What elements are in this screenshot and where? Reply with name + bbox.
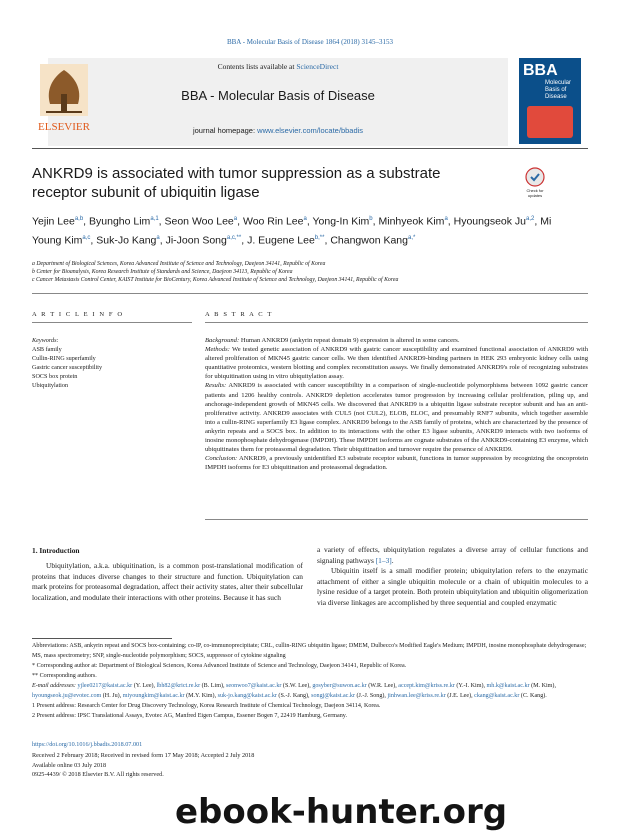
author-name: Mi Young Kim xyxy=(32,215,552,246)
copyright: 0925-4439/ © 2018 Elsevier B.V. All rights reserved. xyxy=(32,771,164,779)
article-info-heading: A R T I C L E I N F O xyxy=(32,311,124,318)
email-link[interactable]: songj@kaist.ac.kr xyxy=(311,693,355,699)
abstract-body xyxy=(205,336,588,472)
email-link[interactable]: seonwoo7@kaist.ac.kr xyxy=(226,683,282,689)
affiliation-b: b Center for Bioanalysis, Korea Research Institute of Standards and Science, Daejeon 34113, Republic of Korea xyxy=(32,269,293,275)
footnotes xyxy=(32,641,588,721)
email-link[interactable]: yjlee0217@kaist.ac.kr xyxy=(77,683,133,689)
email-label: E-mail addresses: xyxy=(32,683,76,689)
keyword: Cullin-RING superfamily xyxy=(32,355,96,362)
email-owner: (B. Lim), xyxy=(200,683,227,689)
author-name: Ji-Joon Song xyxy=(165,234,227,246)
author-name: J. Eugene Lee xyxy=(247,234,315,246)
email-owner: (M.Y. Kim), xyxy=(184,693,218,699)
abstract-rule xyxy=(205,322,588,323)
present-address-1: 1 Present address: Research Center for Drug Discovery Technology, Korea Research Institute of Chemical Technology, Daejeon 34114, Korea. xyxy=(32,703,381,709)
check-for-updates-badge[interactable] xyxy=(522,166,548,200)
email-link[interactable]: gosyber@suwon.ac.kr xyxy=(312,683,367,689)
email-owner: (J.E. Lee), xyxy=(445,693,475,699)
author-name: Changwon Kang xyxy=(330,234,408,246)
background-label: Background: xyxy=(205,337,240,344)
abstract-heading: A B S T R A C T xyxy=(205,311,273,318)
svg-text:ELSEVIER: ELSEVIER xyxy=(38,121,90,133)
check-updates-icon xyxy=(522,166,548,188)
author-affiliation-mark[interactable]: a,* xyxy=(407,234,416,241)
doi-link[interactable]: https://doi.org/10.1016/j.bbadis.2018.07.001 xyxy=(32,741,143,748)
author-name: Suk-Jo Kang xyxy=(96,234,157,246)
author-affiliation-mark[interactable]: a xyxy=(233,216,238,222)
intro-right-column xyxy=(317,545,588,609)
author-affiliation-mark[interactable]: a,1 xyxy=(150,216,159,222)
author-affiliation-mark[interactable]: a xyxy=(303,216,307,222)
citation-link[interactable]: [1–3] xyxy=(375,555,392,565)
co-corresponding: ** Corresponding authors. xyxy=(32,673,97,679)
email-owner: (W.R. Lee), xyxy=(366,683,399,689)
author-name: Woo Rin Lee xyxy=(242,215,304,228)
conclusion-text: ANKRD9, a previously unidentified E3 substrate receptor subunit, functions in tumor suppression by recognizing the oncoprotein IMPDH isoforms for E3 ubiquitination and proteasomal degradation. xyxy=(205,455,588,472)
paper-title: ANKRD9 is associated with tumor suppression as a substrate receptor subunit of ubiquitin ligase xyxy=(32,165,441,201)
author-affiliation-mark[interactable]: a,b xyxy=(74,216,84,222)
affiliation-a: a Department of Biological Sciences, Korea Advanced Institute of Science and Technology, Daejeon 34141, Republic of Korea xyxy=(32,261,326,267)
author-affiliation-mark[interactable]: a,c xyxy=(82,234,91,241)
email-owner: (H. Ju), xyxy=(101,693,123,699)
cover-image xyxy=(527,106,573,138)
email-owner: (C. Kang). xyxy=(519,693,547,699)
homepage-link[interactable]: www.elsevier.com/locate/bbadis xyxy=(257,126,364,135)
author-name: Hyoungseok Ju xyxy=(453,215,527,228)
affiliation-c: c Cancer Metastasis Control Center, KAIST Institute for BioCentury, Korea Advanced Institute of Science and Technology, Daejeon 34141, Republic of Korea xyxy=(32,277,399,283)
running-head: BBA - Molecular Basis of Disease 1864 (2018) 3145–3153 xyxy=(226,38,394,46)
received-dates: Received 2 February 2018; Received in revised form 17 May 2018; Accepted 2 July 2018 xyxy=(32,752,255,759)
present-address-2: 2 Present address: IPSC Translational Assays, Evotec AG, Manfred Eigen Campus, Essener Bogen 7, 22419 Hamburg, Germany. xyxy=(32,713,347,719)
footnote-rule xyxy=(32,638,172,639)
cover-abbrev: BBA xyxy=(523,62,558,79)
affiliation-rule xyxy=(32,293,588,294)
contents-line xyxy=(48,62,508,71)
keyword: ASB family xyxy=(32,346,62,353)
email-link[interactable]: lbh82@krict.re.kr xyxy=(156,683,201,689)
journal-cover xyxy=(519,58,581,144)
intro-paragraph: Ubiquitylation, a.k.a. ubiquitination, is a common post-translational modification of proteins that induces diverse changes to their structure and function. Ubiquitylation can mark proteins for proteasomal degradation, affect their activity states, alter their subcellular localization, and modulate their interactions with other proteins. Because it has such xyxy=(32,561,303,602)
available-online: Available online 03 July 2018 xyxy=(32,761,107,769)
journal-title: BBA - Molecular Basis of Disease xyxy=(181,88,375,103)
intro-left-column xyxy=(32,561,303,603)
email-link[interactable]: ckang@kaist.ac.kr xyxy=(474,693,520,699)
email-owner: (Y.-I. Kim), xyxy=(454,683,487,689)
email-owner: (S.-J. Kang), xyxy=(276,693,312,699)
publication-dates xyxy=(32,751,254,780)
check-updates-label: Check for updates xyxy=(526,188,544,198)
abbreviations: Abbreviations: ASB, ankyrin repeat and SOCS box-containing; co-IP, co-immunoprecipitate; CRL, cullin-RING ubiquitin ligase; DMEM, Dulbecco's Modified Eagle's Medium; IMPDH, inosine monophosphate dehydrogenase; MS, mass spectrometry; SNP, single-nucleotide polymorphism; SOCS, suppressor of cytokine signaling xyxy=(32,643,587,659)
author-name: Yong-In Kim xyxy=(312,215,370,228)
conclusion-label: Conclusion: xyxy=(205,455,238,463)
keyword: Gastric cancer susceptibility xyxy=(32,364,103,371)
intro-paragraph-2: Ubiquitin itself is a small modifier protein; ubiquitylation refers to the enzymatic attachment of either a single ubiquitin molecule or a chain of ubiquitin molecules to a lysine residue of a target protein. Both protein ubiquitylation and ubiquitin oligomerization via diverse linkages are accomplished by three sequential and coupled enzymatic xyxy=(317,566,588,607)
sentence-end: . xyxy=(391,555,394,565)
author-list: Yejin Lee$^{a,b}$, Byungho Lim$^{a,1}$, Seon Woo Lee$^a$, Woo Rin Lee$^a$, Yong-In Kim$^b$, Minhyeok Kim$^a$, Hyoungseok Ju$^{a,2}$, Mi Young Kim$^{a,c}$, Suk-Jo Kang$^a$, Ji-Joon Song$^{a,c,**}$, J. Eugene Lee$^{b,**}$, Changwon Kang$^{a,*}$ xyxy=(32,215,552,246)
background-text: Human ANKRD9 (ankyrin repeat domain 9) expression is altered in some cancers. xyxy=(240,337,460,344)
email-owner: (J.-J. Song), xyxy=(354,693,388,699)
methods-text: We tested genetic association of ANKRD9 with gastric cancer susceptibility and examined functional association of ANKRD9 with altered proliferation of MKN45 gastric cancer cells. We then identified ANKRD9-binding partners in HEK 293 embryonic kidney cells using quantitative proteomics, western blotting and complex reconstitution assays. We finally demonstrated ANKRD9's role of recognizing substrates for ubiquitination using in vitro ubiquitylation assay. xyxy=(205,346,588,381)
author-name: Minhyeok Kim xyxy=(378,215,445,228)
abstract-end-rule xyxy=(205,519,588,520)
author-affiliation-mark[interactable]: a xyxy=(444,216,448,222)
email-owner: (S.W. Lee), xyxy=(281,683,313,689)
author-affiliation-mark[interactable]: b xyxy=(369,216,373,222)
email-owner: (M. Kim), xyxy=(529,683,556,689)
email-addresses xyxy=(32,681,588,701)
intro-paragraph-cont: a variety of effects, ubiquitylation regulates a diverse array of cellular functions and signaling pathways xyxy=(317,545,588,565)
article-info-rule xyxy=(32,322,192,323)
email-link[interactable]: mh.k@kaist.ac.kr xyxy=(486,683,530,689)
email-owner: (Y. Lee), xyxy=(132,683,157,689)
author-affiliation-mark[interactable]: a,2 xyxy=(526,216,535,222)
email-link[interactable]: jinhwan.lee@kriss.re.kr xyxy=(387,693,446,699)
header-rule xyxy=(32,148,588,149)
keyword: SOCS box protein xyxy=(32,373,78,380)
results-text: ANKRD9 is associated with cancer susceptibility in a comparison of single-nucleotide polymorphisms between 1092 gastric cancer patients and 1206 healthy controls. ANKRD9 depletion accelerates tumor progression by increasing cellular proliferation, piling up, and anchorage-independent growth of MKN45 cells. We discovered that ANKRD9 is a ubiquitin ligase substrate receptor subunit and has an anti-proliferative activity. ANKRD9 associates with CUL5 (not CUL2), ELOB, ELOC, and presumably RNF7 subunits, which together assemble into a cullin-RING superfamily E3 ligase complex. ANKRD9 belongs to the ASB family of proteins, which are characterized by the presence of ankyrin repeats and a SOCS box. In addition to its interactions with the other E3 ligase subunits, ANKRD9 interacts with two isoforms of inosine monophosphate dehydrogenase (IMPDH). These IMPDH isoforms are cognate substrates of the ANKRD9-containing E3 enzyme, which ubiquitinates them for proteasomal degradation. Their ubiquitination and turnover require the presence of ANKRD9. xyxy=(205,382,588,454)
corresponding-author: * Corresponding author at: Department of Biological Sciences, Korea Advanced Institute of Science and Technology, Daejeon 34141, Republic of Korea. xyxy=(32,663,407,669)
email-link[interactable]: miyoungkim@kaist.ac.kr xyxy=(122,693,185,699)
author-name: Yejin Lee xyxy=(32,215,75,228)
author-affiliation-mark[interactable]: a,c,** xyxy=(226,234,242,241)
homepage-prefix: journal homepage: xyxy=(192,126,258,135)
email-link[interactable]: accept.kim@kriss.re.kr xyxy=(398,683,455,689)
cover-subtitle: Molecular Basis of Disease xyxy=(545,80,572,100)
section-heading: 1. Introduction xyxy=(32,546,80,555)
email-link[interactable]: suk-jo.kang@kaist.ac.kr xyxy=(217,693,277,699)
author-affiliation-mark[interactable]: a xyxy=(156,234,160,241)
author-affiliation-mark[interactable]: b,** xyxy=(314,234,325,241)
author-name: Byungho Lim xyxy=(89,215,151,228)
email-link[interactable]: hyoungseok.ju@evotec.com xyxy=(32,693,102,699)
watermark: ebook-hunter.org xyxy=(175,792,508,832)
elsevier-logo xyxy=(32,60,96,136)
results-label: Results: xyxy=(205,382,227,390)
journal-homepage xyxy=(48,126,508,135)
keyword: Ubiquitylation xyxy=(32,382,69,389)
keywords-label: Keywords: xyxy=(32,337,59,344)
sciencedirect-link[interactable]: ScienceDirect xyxy=(296,62,339,71)
methods-label: Methods: xyxy=(205,346,230,354)
contents-prefix: Contents lists available at xyxy=(217,62,297,71)
author-name: Seon Woo Lee xyxy=(164,215,234,228)
